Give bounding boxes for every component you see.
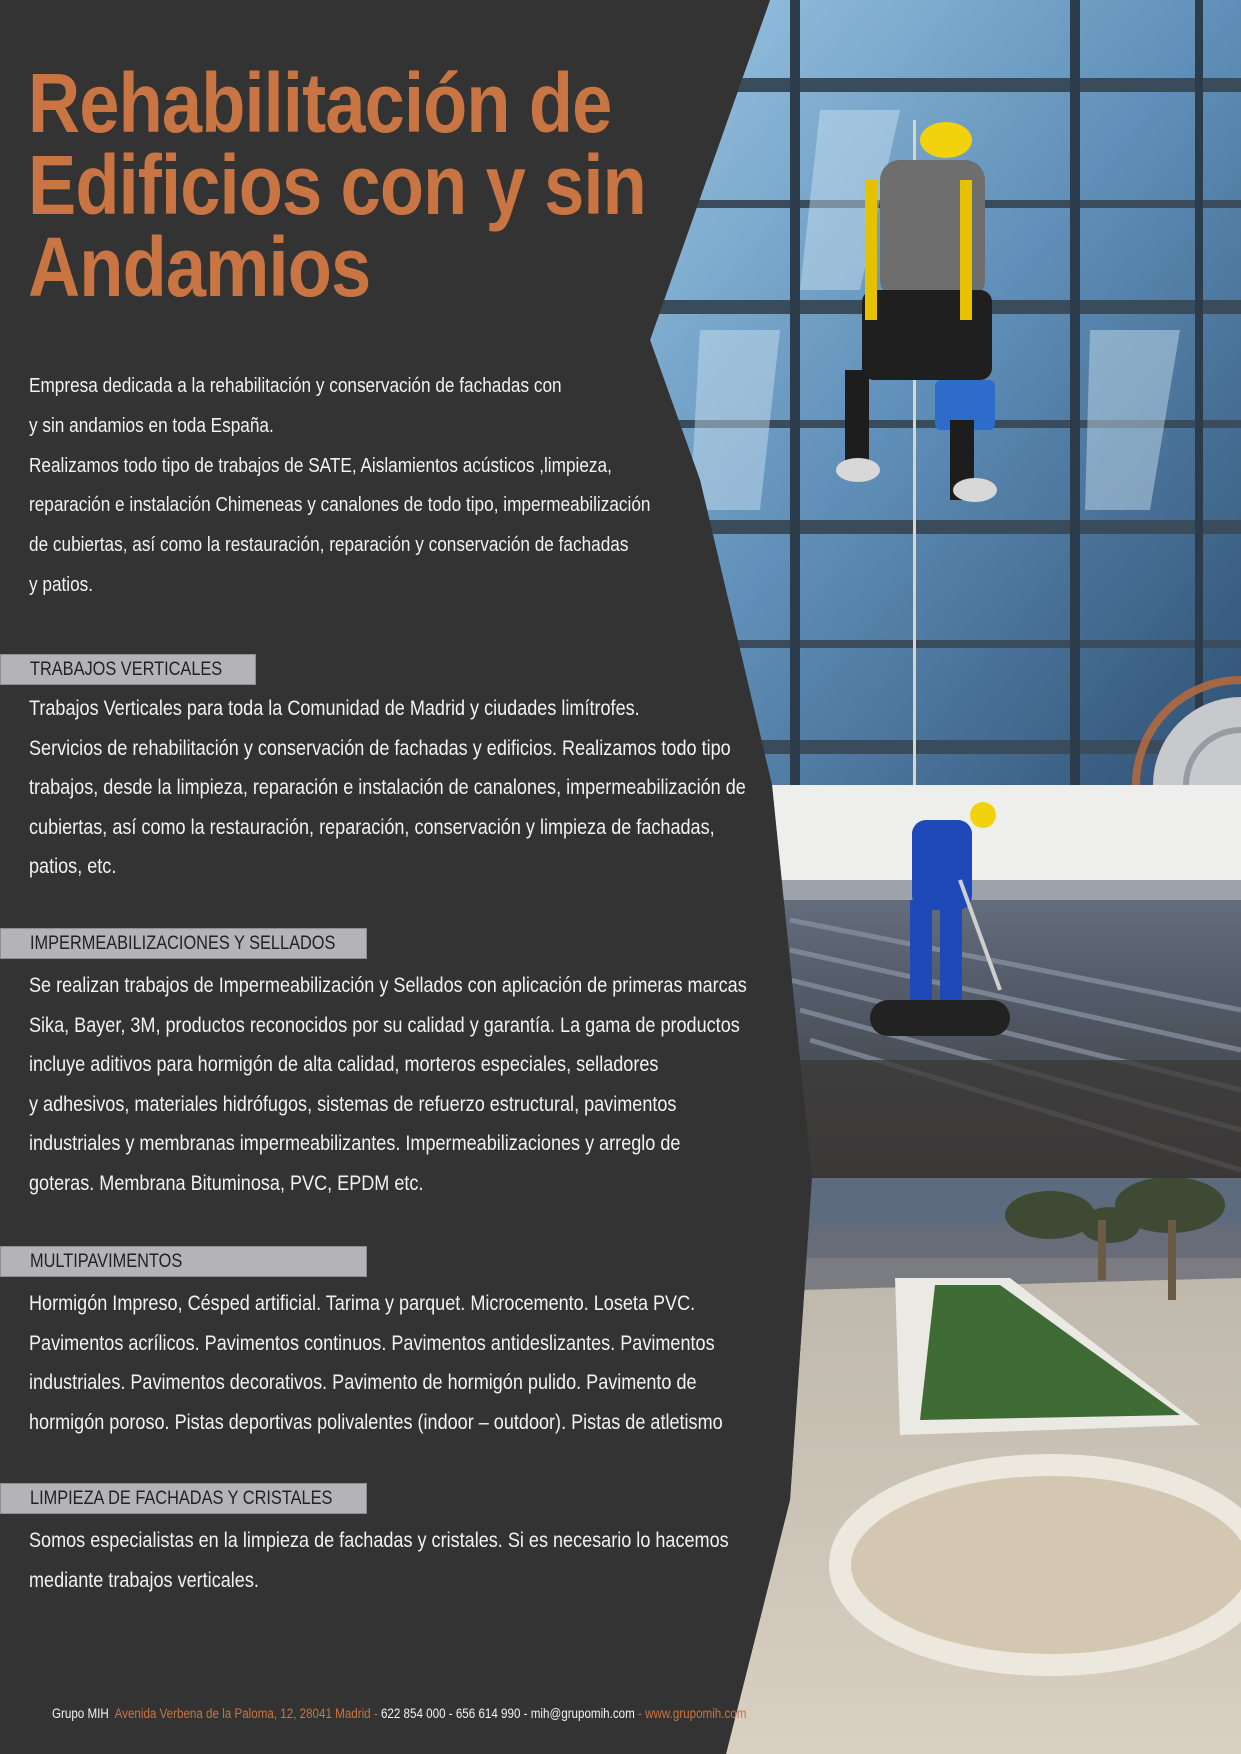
footer-separator: - [634,1706,646,1721]
page-title [28,56,682,314]
section-line: Somos especialistas en la limpieza de fachadas y cristales. Si es necesario lo hacemos [29,1529,729,1552]
section-line: Servicios de rehabilitación y conservación de fachadas y edificios. Realizamos todo tipo [29,736,731,760]
intro-paragraph [29,367,651,606]
section-line: Sika, Bayer, 3M, productos reconocidos por su calidad y garantía. La gama de productos [29,1013,740,1037]
section-line: trabajos, desde la limpieza, reparación e instalación de canalones, impermeabilización de [29,776,746,800]
section-label-text: MULTIPAVIMENTOS [30,1251,183,1272]
section-body-limpieza [29,1521,769,1600]
section-body-multipavimentos [29,1284,769,1442]
section-line: Se realizan trabajos de Impermeabilización y Sellados con aplicación de primeras marcas [29,974,747,997]
section-line: cubiertas, así como la restauración, reparación, conservación y limpieza de fachadas, [29,815,715,839]
intro-line: Empresa dedicada a la rehabilitación y conservación de fachadas con [29,375,562,397]
section-line: Pavimentos acrílicos. Pavimentos continuos. Pavimentos antideslizantes. Pavimentos [29,1331,715,1355]
section-line: incluye aditivos para hormigón de alta calidad, morteros especiales, selladores [29,1053,659,1077]
footer-website-link[interactable]: www.grupomih.com [645,1706,747,1721]
section-line: patios, etc. [29,855,117,879]
intro-line: Realizamos todo tipo de trabajos de SATE, Aislamientos acústicos ,limpieza, [29,454,612,477]
section-label-trabajos-verticales [0,654,256,685]
section-label-text: TRABAJOS VERTICALES [30,659,223,680]
section-line: y adhesivos, materiales hidrófugos, sistemas de refuerzo estructural, pavimentos [29,1092,677,1116]
section-body-impermeabilizaciones [29,966,769,1204]
section-label-impermeabilizaciones [0,928,367,959]
section-label-text: IMPERMEABILIZACIONES Y SELLADOS [30,933,336,954]
section-label-multipavimentos [0,1246,367,1277]
footer-contact [52,1706,746,1721]
title-line-2: Edificios con y sin [28,138,646,232]
footer-email[interactable]: mih@grupomih.com [530,1706,635,1721]
section-label-limpieza [0,1483,367,1514]
section-line: industriales. Pavimentos decorativos. Pavimento de hormigón pulido. Pavimento de [29,1371,697,1395]
section-line: mediante trabajos verticales. [29,1568,259,1592]
intro-line: y sin andamios en toda España. [29,414,274,437]
title-line-1: Rehabilitación de [28,56,612,150]
intro-line: de cubiertas, así como la restauración, reparación y conservación de fachadas [29,534,629,557]
intro-line: reparación e instalación Chimeneas y canalones de todo tipo, impermeabilización [29,494,651,517]
footer-separator: - [370,1706,381,1721]
section-line: industriales y membranas impermeabilizantes. Impermeabilizaciones y arreglo de [29,1132,681,1156]
footer-address: Avenida Verbena de la Paloma, 12, 28041 Madrid [114,1706,371,1721]
section-line: Hormigón Impreso, Césped artificial. Tarima y parquet. Microcemento. Loseta PVC. [29,1292,696,1315]
section-label-text: LIMPIEZA DE FACHADAS Y CRISTALES [30,1488,333,1509]
footer-separator: - [520,1706,531,1721]
footer-phones: 622 854 000 - 656 614 990 [380,1706,521,1721]
section-line: hormigón poroso. Pistas deportivas polivalentes (indoor – outdoor). Pistas de atletismo [29,1410,723,1434]
section-body-trabajos-verticales [29,689,769,887]
footer-company: Grupo MIH [52,1706,109,1721]
roof-waterproofing-photo [760,785,1241,1185]
section-line: goteras. Membrana Bituminosa, PVC, EPDM etc. [29,1171,424,1195]
intro-line: y patios. [29,573,94,596]
title-line-3: Andamios [28,220,371,314]
section-line: Trabajos Verticales para toda la Comunidad de Madrid y ciudades limítrofes. [29,697,640,720]
